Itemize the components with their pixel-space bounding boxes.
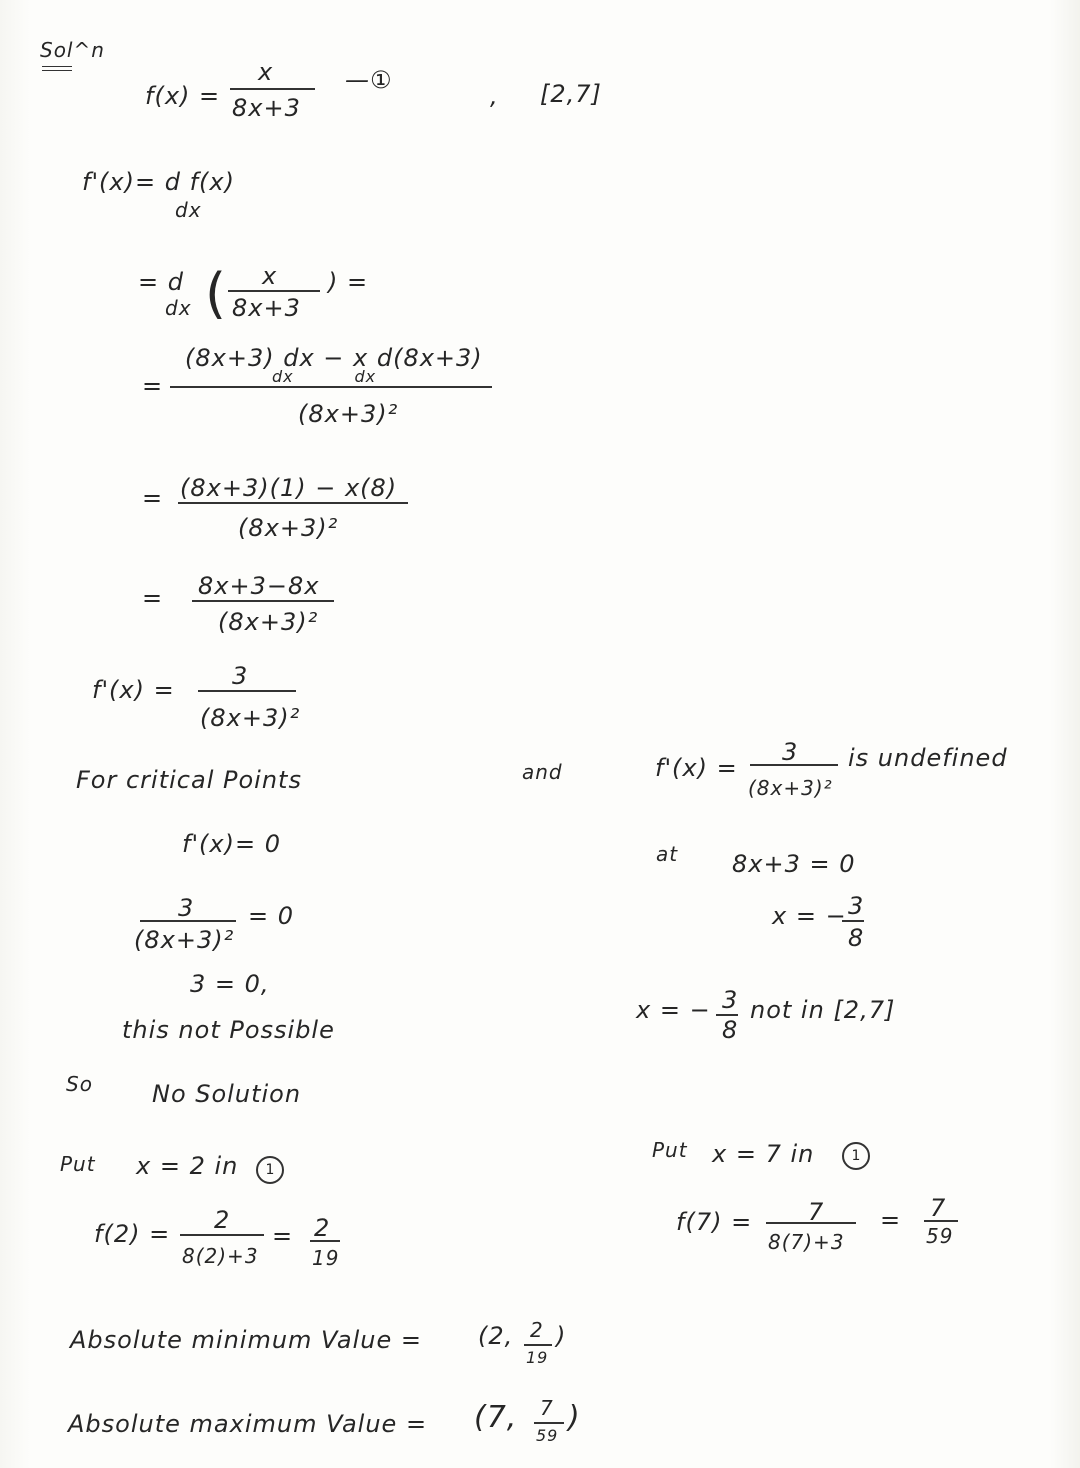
absolute-maximum-bar xyxy=(534,1422,564,1424)
put-x2: x = 2 in xyxy=(136,1152,239,1180)
solution-mark: Sol^n xyxy=(40,38,105,62)
f2-den: 8(2)+3 xyxy=(182,1244,259,1268)
equation-ref-circle-right: 1 xyxy=(842,1142,870,1170)
step4-eq: = xyxy=(142,584,164,612)
derivative-result-lhs: f'(x) = xyxy=(92,676,175,704)
f2-num: 2 xyxy=(214,1206,231,1234)
f7-den: 8(7)+3 xyxy=(768,1230,845,1254)
step3-fraction-bar xyxy=(178,502,408,504)
absolute-minimum-open: (2, xyxy=(478,1322,514,1350)
f7-fraction-bar xyxy=(766,1222,856,1224)
derivative-definition: f'(x)= d f(x) xyxy=(82,168,235,196)
f7-lhs: f(7) = xyxy=(676,1208,753,1236)
given-fraction-bar xyxy=(230,88,315,90)
f7-res-den: 59 xyxy=(926,1224,954,1248)
undefined-rhs: is undefined xyxy=(848,744,1008,772)
f2-res-num: 2 xyxy=(314,1214,331,1242)
absolute-maximum-label: Absolute maximum Value = xyxy=(68,1410,428,1438)
critical-eq1: f'(x)= 0 xyxy=(182,830,281,858)
step1-open-paren: ( xyxy=(205,262,228,325)
undefined-eq2-lhs: x = − xyxy=(772,902,847,930)
solution-underline xyxy=(42,66,72,67)
undefined-eq2-den: 8 xyxy=(848,924,865,952)
step3-eq: = xyxy=(142,484,164,512)
step3-den: (8x+3)² xyxy=(238,514,339,542)
critical-frac-rhs: = 0 xyxy=(248,902,295,930)
so-label: So xyxy=(66,1072,93,1096)
step1-fraction-bar xyxy=(228,290,320,292)
absolute-maximum-den: 59 xyxy=(536,1426,559,1445)
absolute-minimum-close: ) xyxy=(556,1322,567,1350)
put-label-right: Put xyxy=(652,1138,688,1162)
and-label: and xyxy=(522,760,563,784)
step4-fraction-bar xyxy=(192,600,334,602)
undefined-fraction-bar xyxy=(750,764,838,766)
step3-num: (8x+3)(1) − x(8) xyxy=(180,474,398,502)
derivative-result-num: 3 xyxy=(232,662,249,690)
given-fx-num: x xyxy=(258,58,274,86)
f7-res-bar xyxy=(924,1220,958,1222)
critical-eq2: 3 = 0, xyxy=(190,970,270,998)
absolute-maximum-open: (7, xyxy=(474,1400,518,1435)
derivative-def-dx: dx xyxy=(175,198,202,222)
not-possible-note: this not Possible xyxy=(122,1016,335,1044)
step1-d: = d xyxy=(138,268,184,296)
step4-num: 8x+3−8x xyxy=(198,572,320,600)
given-fx-den: 8x+3 xyxy=(232,94,301,122)
undefined-eq3-lhs: x = − xyxy=(636,996,711,1024)
step2-num-sub: dx dx xyxy=(272,367,377,386)
f7-eq: = xyxy=(880,1206,902,1234)
f2-eq: = xyxy=(272,1222,294,1250)
critical-points-heading: For critical Points xyxy=(76,766,302,794)
f2-res-bar xyxy=(310,1240,340,1242)
step1-den: 8x+3 xyxy=(232,294,301,322)
undefined-eq3-rhs: not in [2,7] xyxy=(750,996,896,1024)
absolute-minimum-den: 19 xyxy=(526,1348,549,1367)
undefined-eq2-bar xyxy=(842,920,864,922)
undefined-lhs: f'(x) = xyxy=(655,754,738,782)
undefined-eq1: 8x+3 = 0 xyxy=(732,850,856,878)
critical-frac-den: (8x+3)² xyxy=(134,926,235,954)
absolute-minimum-bar xyxy=(524,1344,552,1346)
undefined-eq3-den: 8 xyxy=(722,1016,739,1044)
given-comma: , xyxy=(490,82,499,110)
absolute-minimum-label: Absolute minimum Value = xyxy=(70,1326,423,1354)
undefined-eq3-num: 3 xyxy=(722,986,739,1014)
no-solution: No Solution xyxy=(152,1080,302,1108)
step2-num: (8x+3) dx − x d(8x+3) xyxy=(185,344,483,372)
given-fx-lhs: f(x) = xyxy=(145,82,221,110)
solution-underline-2 xyxy=(42,70,72,71)
equation-ref-circle-left: 1 xyxy=(256,1156,284,1184)
undefined-num: 3 xyxy=(782,738,799,766)
f7-res-num: 7 xyxy=(930,1194,947,1222)
f2-res-den: 19 xyxy=(312,1246,340,1270)
undefined-den: (8x+3)² xyxy=(748,776,833,800)
put-x7: x = 7 in xyxy=(712,1140,815,1168)
step4-den: (8x+3)² xyxy=(218,608,319,636)
f7-num: 7 xyxy=(808,1198,825,1226)
absolute-maximum-close: ) xyxy=(568,1400,581,1435)
derivative-result-bar xyxy=(198,690,296,692)
undefined-eq2-num: 3 xyxy=(848,892,865,920)
step2-fraction-bar xyxy=(170,386,492,388)
step1-end: ) = xyxy=(328,268,369,296)
absolute-minimum-num: 2 xyxy=(530,1318,544,1342)
absolute-maximum-num: 7 xyxy=(540,1396,554,1420)
step1-dx: dx xyxy=(165,296,192,320)
at-label: at xyxy=(656,842,679,866)
f2-fraction-bar xyxy=(180,1234,264,1236)
critical-fraction-bar xyxy=(140,920,236,922)
interval: [2,7] xyxy=(540,80,602,108)
critical-frac-num: 3 xyxy=(178,894,195,922)
derivative-result-den: (8x+3)² xyxy=(200,704,301,732)
step2-den: (8x+3)² xyxy=(298,400,399,428)
equation-tag: —① xyxy=(345,66,393,94)
step1-num: x xyxy=(262,262,278,290)
put-label-left: Put xyxy=(60,1152,96,1176)
f2-lhs: f(2) = xyxy=(94,1220,171,1248)
step2-eq: = xyxy=(142,372,164,400)
